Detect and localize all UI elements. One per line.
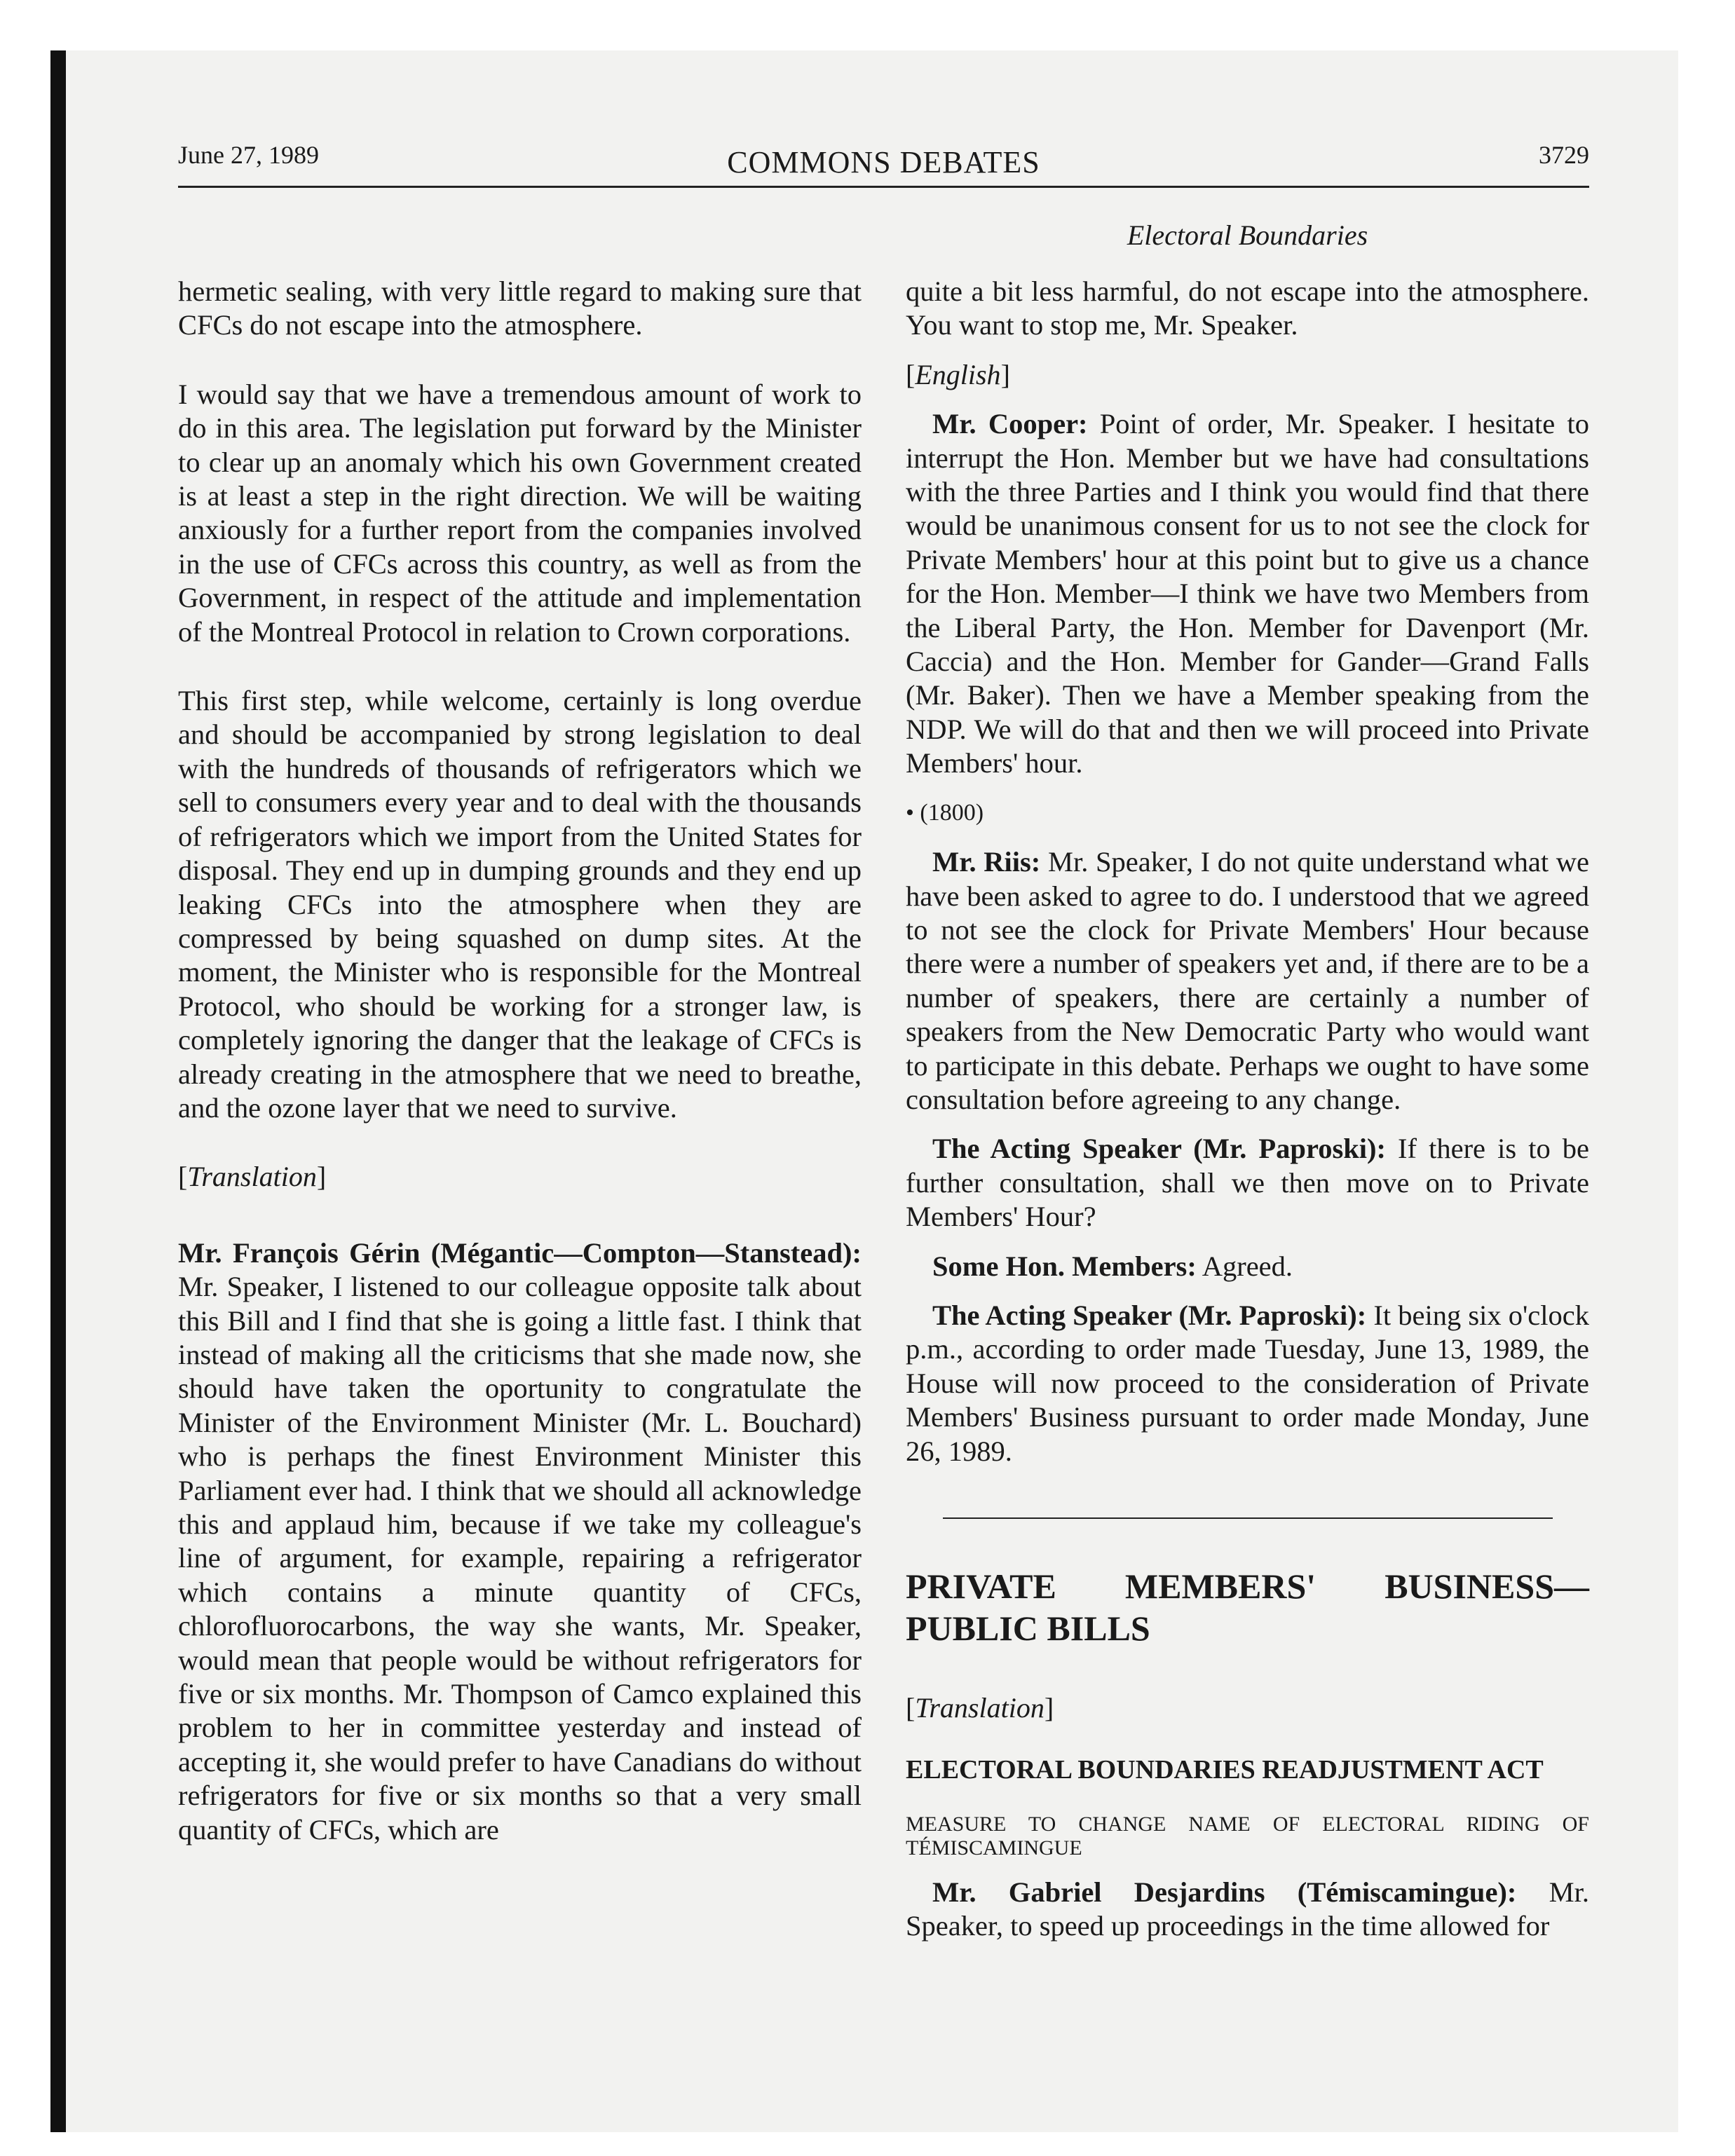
paragraph: I would say that we have a tremendous amount of work to do in this area. The legislation put forward by the Minister to clear up an anomaly which his own Government created is at least a step in the right direction. We will be waiting anxiously for a further report from the companies involved in the use of CFCs across this country, as well as from the Government, in respect of the attitude and implementation of the Montreal Protocol in relation to Crown corporations.: [178, 378, 862, 648]
right-column: [906, 275, 1589, 1944]
language-tag: [Translation]: [906, 1692, 1054, 1724]
scan-edge: [50, 50, 66, 2132]
running-head: Electoral Boundaries: [1127, 219, 1368, 251]
page-header: [178, 140, 1589, 182]
speech-text: Mr. Speaker, to speed up proceedings in the time allowed for: [906, 1876, 1589, 1942]
section-title: PRIVATE MEMBERS' BUSINESS—PUBLIC BILLS: [906, 1567, 1589, 1648]
speech: [906, 407, 1589, 780]
language-tag: [English]: [906, 358, 1010, 390]
speech: [178, 1236, 862, 1847]
speaker-name: Mr. Gabriel Desjardins (Témiscamingue):: [932, 1876, 1517, 1908]
language-tag-text: Translation: [915, 1692, 1045, 1724]
paragraph: This first step, while welcome, certainly is long overdue and should be accompanied by strong legislation to deal with the hundreds of thousands of refrigerators which we sell to consumers every year and to deal with the thousands of refrigerators which we import from the United States for disposal. They end up in dumping grounds and they end up leaking CFCs into the atmosphere when they are compressed by being squashed on dump sites. At the moment, the Minister who is responsible for the Montreal Protocol, who should be working for a stronger law, is completely ignoring the danger that the leakage of CFCs is already creating in the atmosphere that we need to breathe, and the ozone layer that we need to survive.: [178, 685, 862, 1124]
speaker-name: Mr. Riis:: [932, 846, 1041, 878]
speaker-name: Some Hon. Members:: [932, 1250, 1197, 1282]
measure-title: MEASURE TO CHANGE NAME OF ELECTORAL RIDING OF TÉMISCAMINGUE: [906, 1812, 1589, 1860]
speech: [906, 845, 1589, 1117]
speech-text: It being six o'clock p.m., according to order made Tuesday, June 13, 1989, the House will now proceed to the consideration of Private Members' Business pursuant to order made Monday, June 26, 1989.: [906, 1299, 1589, 1467]
header-date: June 27, 1989: [178, 141, 319, 169]
speaker-name: The Acting Speaker (Mr. Paproski):: [932, 1299, 1367, 1331]
speech: [906, 1250, 1589, 1283]
speaker-name: Mr. Cooper:: [932, 408, 1088, 440]
speaker-name: Mr. François Gérin (Mégantic—Compton—Stanstead):: [178, 1236, 862, 1269]
act-title: ELECTORAL BOUNDARIES READJUSTMENT ACT: [906, 1755, 1544, 1785]
language-tag-text: English: [915, 358, 1001, 390]
time-marker: • (1800): [906, 799, 984, 826]
speaker-name: The Acting Speaker (Mr. Paproski):: [932, 1133, 1386, 1165]
speech-text: Agreed.: [1196, 1250, 1293, 1282]
paragraph: quite a bit less harmful, do not escape into the atmosphere. You want to stop me, Mr. Speaker.: [906, 275, 1589, 341]
header-page-number: 3729: [1539, 141, 1589, 169]
header-rule: [178, 186, 1589, 188]
speech-text: Mr. Speaker, I do not quite understand what we have been asked to agree to do. I understood that we agreed to not see the clock for Private Members' Hour because there were a number of speakers yet and, if there are to be a number of speakers, there are certainly a number of speakers from the New Democratic Party who would want to participate in this debate. Perhaps we ought to have some consultation before agreeing to any change.: [906, 846, 1590, 1115]
speech: [906, 1876, 1589, 1944]
speech: [906, 1132, 1589, 1234]
paragraph: hermetic sealing, with very little regard to making sure that CFCs do not escape into the atmosphere.: [178, 275, 862, 341]
language-tag-text: Translation: [187, 1161, 317, 1193]
speech-text: Mr. Speaker, I listened to our colleague opposite talk about this Bill and I find that she is going a little fast. I think that instead of making all the criticisms that she made now, she should have taken the oportunity to congratulate the Minister of the Environment Minister (Mr. L. Bouchard) who is perhaps the finest Environment Minister this Parliament ever had. I think that we should all acknowledge this and applaud him, because if we take my colleague's line of argument, for example, repairing a refrigerator which contains a minute quantity of CFCs, chlorofluorocarbons, the way she wants, Mr. Speaker, would mean that people would be without refrigerators for five or six months. Mr. Thompson of Camco explained this problem to her in committee yesterday and instead of accepting it, she would prefer to have Canadians do without refrigerators for five or six months so that a very small quantity of CFCs, which are: [178, 1271, 862, 1845]
language-tag: [Translation]: [178, 1161, 327, 1193]
speech-text: Point of order, Mr. Speaker. I hesitate to interrupt the Hon. Member but we have had consultations with the three Parties and I think you would find that there would be unanimous consent for us to not see the clock for Private Members' hour at this point but to give us a chance for the Hon. Member—I think we have two Members from the Liberal Party, the Hon. Member for Davenport (Mr. Caccia) and the Hon. Member for Gander—Grand Falls (Mr. Baker). Then we have a Member speaking from the NDP. We will do that and then we will proceed into Private Members' hour.: [906, 408, 1589, 779]
left-column: [178, 275, 862, 1847]
speech: [906, 1299, 1589, 1468]
speech-text: If there is to be further consultation, shall we then move on to Private Members' Hour?: [906, 1133, 1590, 1233]
header-publication: COMMONS DEBATES: [727, 145, 1040, 179]
